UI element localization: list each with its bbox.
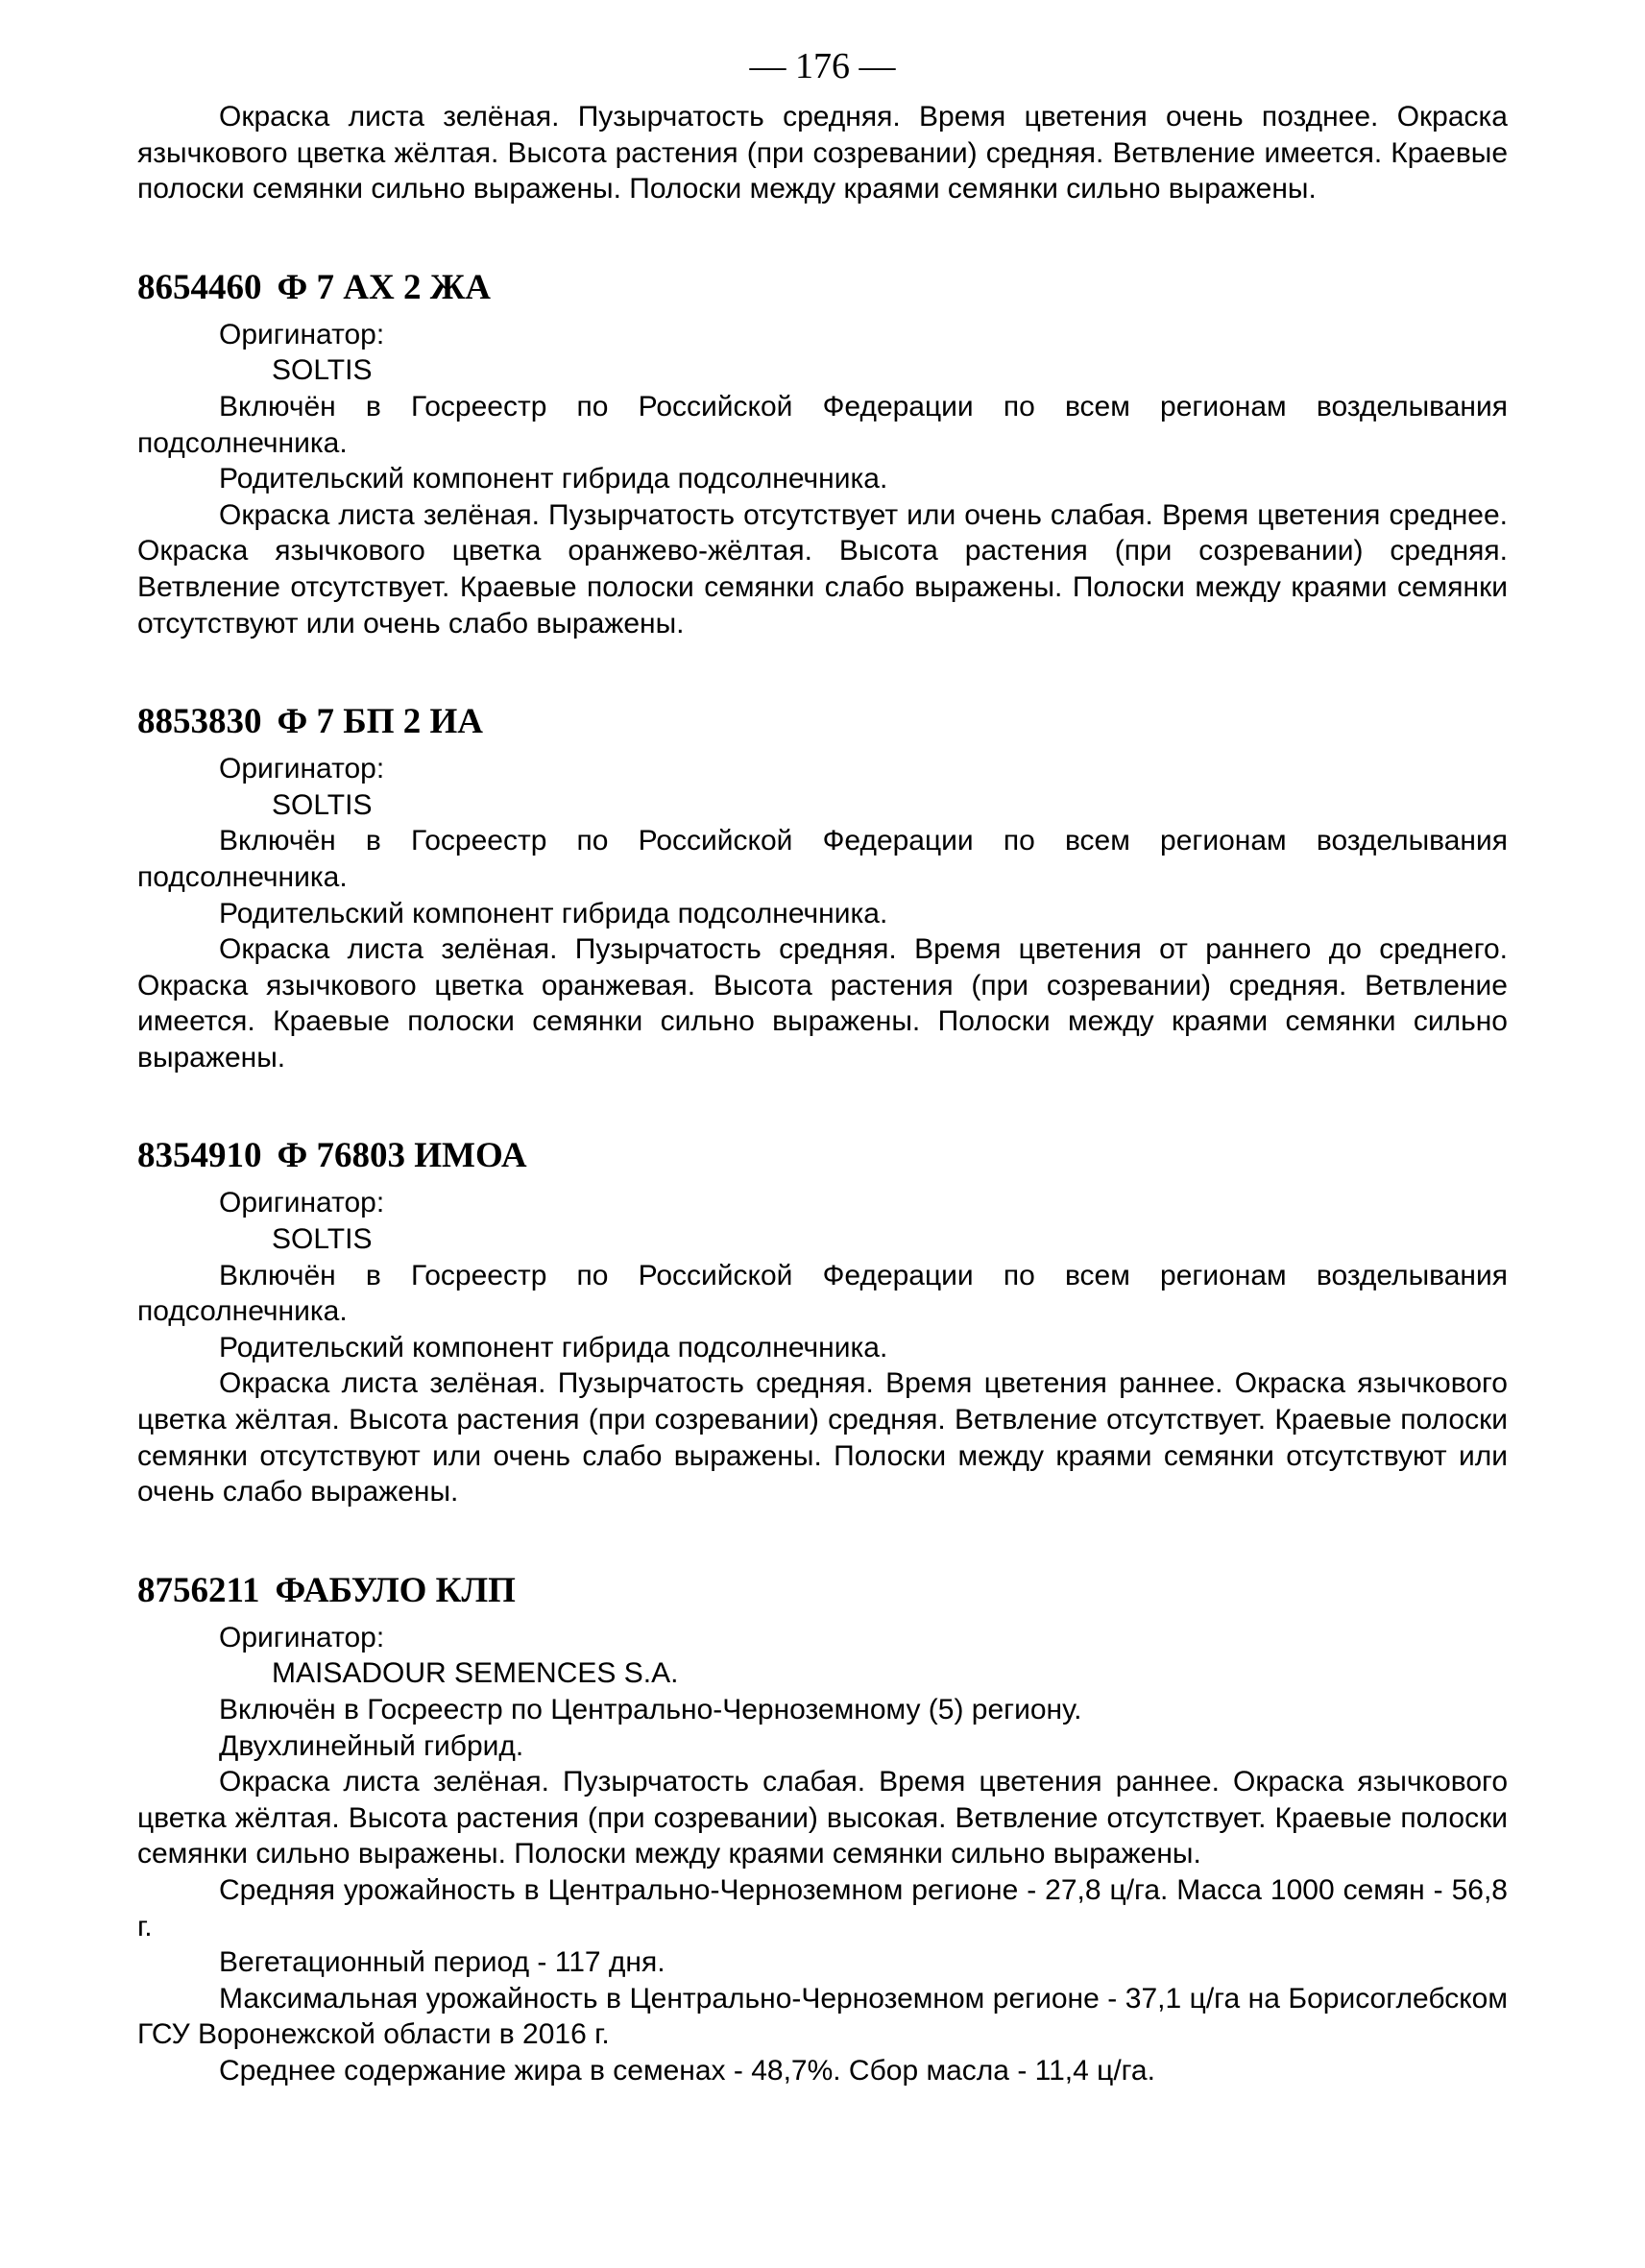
originator-name: SOLTIS [272,788,373,821]
entry-name: ФАБУЛО КЛП [275,1570,516,1610]
originator-label: Оригинатор: [219,1621,385,1653]
entry-8654460 [137,263,1508,641]
originator-label: Оригинатор: [219,318,385,350]
intro-paragraph: Окраска листа зелёная. Пузырчатость средняя. Время цветения очень позднее. Окраска язычкового цветка жёлтая. Высота растения (при созревании) средняя. Ветвление имеется. Краевые полоски семянки сильно выражены. Полоски между краями семянки сильно выражены. [137,101,1508,205]
entry-paragraph: Средняя урожайность в Центрально-Черноземном регионе - 27,8 ц/га. Масса 1000 семян - 56,8 г. [137,1873,1508,1942]
entry-code: 8654460 [137,267,262,307]
entry-title [137,1566,1508,1620]
page-content [137,99,1508,2089]
entry-paragraph: Окраска листа зелёная. Пузырчатость слабая. Время цветения раннее. Окраска язычкового цветка жёлтая. Высота растения (при созревании) высокая. Ветвление отсутствует. Краевые полоски семянки сильно выражены. Полоски между краями семянки сильно выражены. [137,1766,1508,1870]
originator-name: MAISADOUR SEMENCES S.A. [272,1657,679,1690]
entry-8853830 [137,697,1508,1075]
entry-8354910 [137,1131,1508,1509]
originator-label: Оригинатор: [219,1187,385,1219]
entry-paragraph: Родительский компонент гибрида подсолнечника. [219,897,888,929]
originator-label: Оригинатор: [219,753,385,785]
entry-8756211 [137,1566,1508,2089]
entry-paragraph: Родительский компонент гибрида подсолнечника. [219,463,888,495]
entry-name: Ф 76803 ИМОА [277,1136,527,1176]
entry-paragraph: Окраска листа зелёная. Пузырчатость отсутствует или очень слабая. Время цветения среднее. Окраска язычкового цветка оранжево-жёлтая. Высота растения (при созревании) средняя. Ветвление отсутствует. Краевые полоски семянки слабо выражены. Полоски между краями семянки отсутствуют или очень слабо выражены. [137,498,1508,639]
entry-paragraph: Вегетационный период - 117 дня. [219,1946,665,1979]
entry-name: Ф 7 АХ 2 ЖА [277,267,492,307]
entry-title [137,697,1508,751]
entry-paragraph: Максимальная урожайность в Центрально-Черноземном регионе - 37,1 ц/га на Борисоглебском ГСУ Воронежской области в 2016 г. [137,1982,1508,2051]
entry-title [137,263,1508,317]
entry-paragraph: Окраска листа зелёная. Пузырчатость средняя. Время цветения от раннего до среднего. Окраска язычкового цветка оранжевая. Высота растения (при созревании) средняя. Ветвление имеется. Краевые полоски семянки сильно выражены. Полоски между краями семянки сильно выражены. [137,933,1508,1074]
entry-paragraph: Родительский компонент гибрида подсолнечника. [219,1331,888,1363]
originator-name: SOLTIS [272,354,373,387]
entry-name: Ф 7 БП 2 ИА [277,702,484,742]
entry-paragraph: Включён в Госреестр по Российской Федерации по всем регионам возделывания подсолнечника. [137,1259,1508,1328]
entry-code: 8354910 [137,1136,262,1176]
page-number: — 176 — [749,46,896,86]
entry-code: 8853830 [137,702,262,742]
entry-paragraph: Включён в Госреестр по Центрально-Черноземному (5) региону. [219,1694,1082,1725]
originator-name: SOLTIS [272,1223,373,1256]
entry-paragraph: Включён в Госреестр по Российской Федерации по всем регионам возделывания подсолнечника. [137,825,1508,893]
entry-paragraph: Окраска листа зелёная. Пузырчатость средняя. Время цветения раннее. Окраска язычкового цветка жёлтая. Высота растения (при созревании) средняя. Ветвление отсутствует. Краевые полоски семянки отсутствуют или очень слабо выражены. Полоски между краями семянки отсутствуют или очень слабо выражены. [137,1367,1508,1508]
entry-title [137,1131,1508,1185]
entry-paragraph: Двухлинейный гибрид. [219,1729,524,1762]
entry-code: 8756211 [137,1570,260,1610]
entry-paragraph: Включён в Госреестр по Российской Федерации по всем регионам возделывания подсолнечника. [137,390,1508,459]
entry-paragraph: Среднее содержание жира в семенах - 48,7%. Сбор масла - 11,4 ц/га. [219,2054,1155,2087]
